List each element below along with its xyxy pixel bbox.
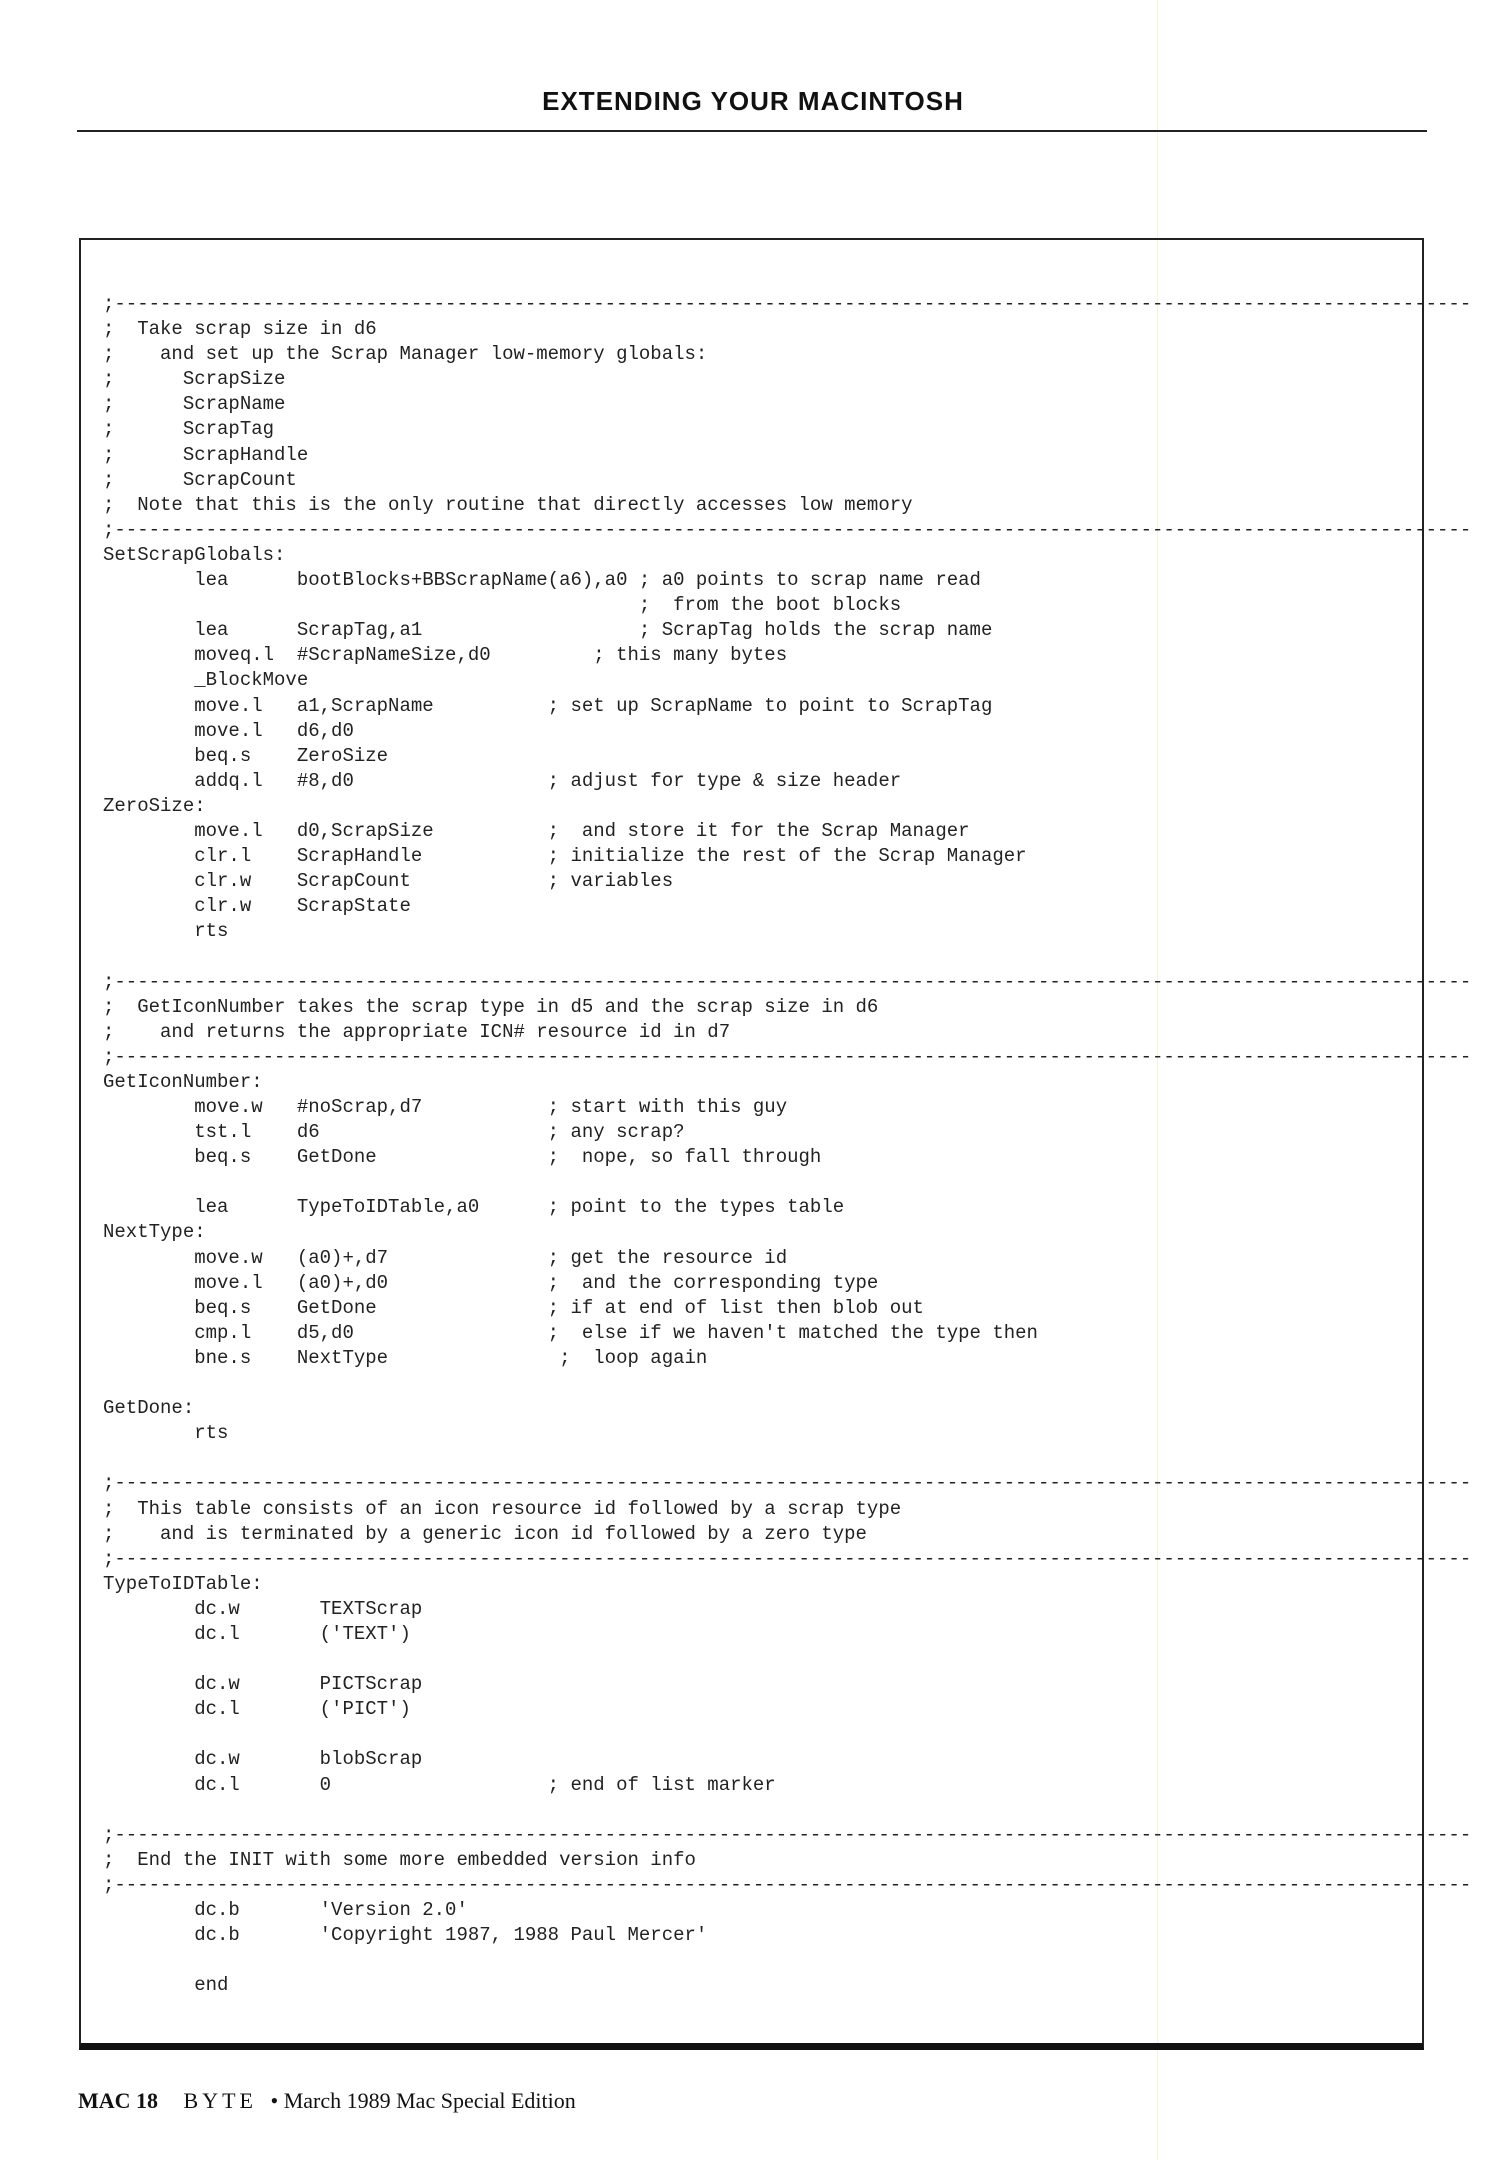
code-line: TypeToIDTable: [103, 1572, 263, 1595]
code-line: ; This table consists of an icon resource id followed by a scrap type [103, 1497, 902, 1520]
code-line: move.l (a0)+,d0 ; and the corresponding type [103, 1271, 879, 1294]
code-line: lea TypeToIDTable,a0 ; point to the types table [103, 1196, 845, 1219]
footer-separator: • [270, 2088, 279, 2113]
code-line: ; and is terminated by a generic icon id followed by a zero type [103, 1522, 867, 1545]
code-line: ;----------------------------------------------------------------------------------------------------------------------- [103, 1547, 1472, 1570]
code-line: tst.l d6 ; any scrap? [103, 1121, 685, 1144]
code-line: rts [103, 920, 229, 943]
header-rule [77, 130, 1427, 132]
page-number: MAC 18 [78, 2088, 159, 2113]
code-line: ; ScrapSize [103, 368, 286, 391]
code-line: beq.s GetDone ; nope, so fall through [103, 1146, 822, 1169]
code-line: dc.w blobScrap [103, 1748, 423, 1771]
code-line: GetIconNumber: [103, 1070, 263, 1093]
code-line: ;----------------------------------------------------------------------------------------------------------------------- [103, 293, 1472, 315]
code-line: move.l d0,ScrapSize ; and store it for the Scrap Manager [103, 819, 970, 842]
code-line: dc.b 'Version 2.0' [103, 1899, 468, 1921]
code-line [103, 1446, 1413, 1471]
code-line [103, 1722, 1413, 1747]
code-line: ; Note that this is the only routine that directly accesses low memory [103, 493, 913, 516]
code-line: dc.l ('TEXT') [103, 1622, 411, 1645]
code-line [103, 944, 1413, 969]
code-line: NextType: [103, 1221, 206, 1244]
page-footer [78, 2088, 576, 2114]
code-line: ; and returns the appropriate ICN# resource id in d7 [103, 1020, 731, 1043]
code-line: dc.l 0 ; end of list marker [103, 1773, 776, 1796]
code-listing [103, 292, 1472, 1998]
code-line: GetDone: [103, 1397, 195, 1420]
code-line [103, 1948, 1413, 1973]
code-line: ;----------------------------------------------------------------------------------------------------------------------- [103, 1823, 1472, 1846]
code-line: ;----------------------------------------------------------------------------------------------------------------------- [103, 1873, 1472, 1896]
code-line [103, 1170, 1413, 1195]
code-line: move.l d6,d0 [103, 719, 354, 742]
code-line: ; Take scrap size in d6 [103, 318, 377, 341]
code-line: ; End the INIT with some more embedded version info [103, 1848, 696, 1871]
code-line: ; and set up the Scrap Manager low-memory globals: [103, 343, 708, 366]
code-line: end [103, 1974, 229, 1997]
code-line: move.l a1,ScrapName ; set up ScrapName to point to ScrapTag [103, 694, 993, 717]
code-line [103, 1798, 1413, 1823]
issue-info: March 1989 Mac Special Edition [283, 2088, 576, 2113]
code-line: rts [103, 1422, 229, 1445]
code-line: lea ScrapTag,a1 ; ScrapTag holds the scrap name [103, 619, 993, 642]
code-line: ; GetIconNumber takes the scrap type in d5 and the scrap size in d6 [103, 995, 879, 1018]
code-line: lea bootBlocks+BBScrapName(a6),a0 ; a0 points to scrap name read [103, 569, 981, 592]
code-line: ;----------------------------------------------------------------------------------------------------------------------- [103, 1045, 1472, 1068]
code-line: moveq.l #ScrapNameSize,d0 ; this many bytes [103, 644, 788, 667]
code-line: ;----------------------------------------------------------------------------------------------------------------------- [103, 518, 1472, 541]
code-line: ZeroSize: [103, 794, 206, 817]
code-line: ;----------------------------------------------------------------------------------------------------------------------- [103, 970, 1472, 993]
code-line: addq.l #8,d0 ; adjust for type & size header [103, 769, 902, 792]
code-line: ; ScrapHandle [103, 443, 309, 466]
code-line: clr.l ScrapHandle ; initialize the rest of the Scrap Manager [103, 845, 1027, 868]
code-line [103, 1647, 1413, 1672]
code-line: clr.w ScrapCount ; variables [103, 870, 674, 893]
code-line: _BlockMove [103, 669, 309, 692]
code-line: ; from the boot blocks [103, 594, 902, 617]
code-line [103, 1371, 1413, 1396]
code-line: move.w #noScrap,d7 ; start with this guy [103, 1096, 788, 1118]
code-line: ; ScrapTag [103, 418, 275, 441]
page-header: EXTENDING YOUR MACINTOSH [542, 86, 964, 116]
code-line: dc.w PICTScrap [103, 1673, 423, 1696]
code-line: dc.w TEXTScrap [103, 1597, 423, 1620]
code-line: beq.s ZeroSize [103, 744, 389, 767]
code-line: ;----------------------------------------------------------------------------------------------------------------------- [103, 1472, 1472, 1495]
code-line: SetScrapGlobals: [103, 543, 286, 566]
code-line: beq.s GetDone ; if at end of list then blob out [103, 1296, 924, 1319]
magazine-name: BYTE [183, 2088, 257, 2113]
code-line: ; ScrapName [103, 393, 286, 416]
code-line: cmp.l d5,d0 ; else if we haven't matched the type then [103, 1321, 1038, 1344]
code-line: dc.b 'Copyright 1987, 1988 Paul Mercer' [103, 1924, 708, 1947]
code-line: ; ScrapCount [103, 468, 297, 491]
code-line: clr.w ScrapState [103, 895, 411, 918]
code-line: bne.s NextType ; loop again [103, 1346, 708, 1369]
code-line: dc.l ('PICT') [103, 1698, 411, 1721]
code-line: move.w (a0)+,d7 ; get the resource id [103, 1246, 788, 1269]
